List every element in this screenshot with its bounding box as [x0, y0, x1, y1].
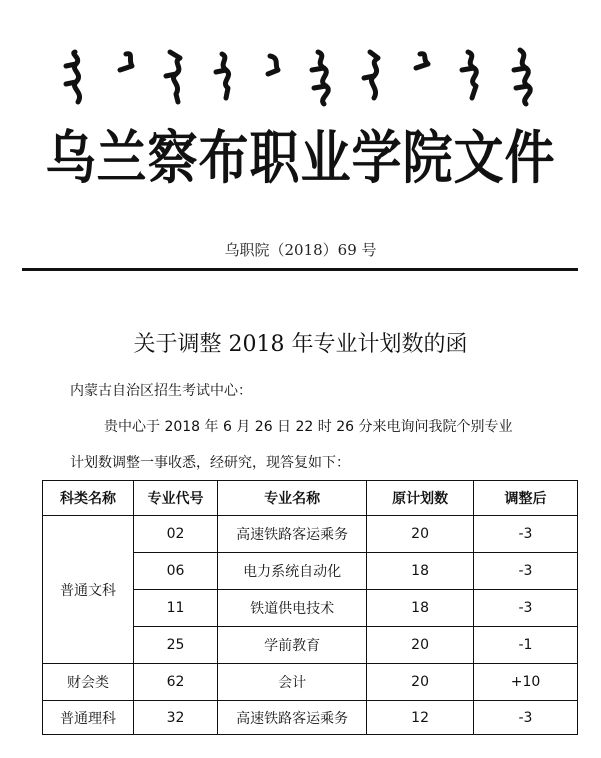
adjusted-cell: -3	[473, 553, 577, 590]
letter-title: 关于调整 2018 年专业计划数的函	[133, 332, 468, 357]
adjusted-cell: +10	[473, 664, 577, 701]
adjusted-cell: -3	[473, 590, 577, 627]
table-row	[43, 701, 578, 735]
letter-recipient: 内蒙古自治区招生考试中心：	[70, 383, 252, 399]
original-cell: 12	[367, 701, 474, 735]
name-cell: 电力系统自动化	[218, 553, 367, 590]
adjusted-cell: -3	[473, 516, 577, 553]
code-cell: 25	[133, 627, 217, 664]
header-original: 原计划数	[367, 481, 474, 516]
adjusted-cell: -1	[473, 627, 577, 664]
original-cell: 20	[367, 664, 474, 701]
code-cell: 06	[133, 553, 217, 590]
letter-body-line-1: 贵中心于 2018 年 6 月 26 日 22 时 26 分来电询问我院个别专业	[104, 419, 513, 435]
code-cell: 11	[133, 590, 217, 627]
letter-body-line-2: 计划数调整一事收悉，经研究，现答复如下：	[70, 455, 350, 471]
name-cell: 学前教育	[218, 627, 367, 664]
original-cell: 20	[367, 516, 474, 553]
plan-adjustment-table	[42, 480, 578, 735]
adjusted-cell: -3	[473, 701, 577, 735]
table-row	[43, 664, 578, 701]
original-cell: 20	[367, 627, 474, 664]
header-adjusted: 调整后	[473, 481, 577, 516]
code-cell: 32	[133, 701, 217, 735]
code-cell: 02	[133, 516, 217, 553]
name-cell: 高速铁路客运乘务	[218, 701, 367, 735]
original-cell: 18	[367, 553, 474, 590]
original-cell: 18	[367, 590, 474, 627]
name-cell: 会计	[218, 664, 367, 701]
header-code: 专业代号	[133, 481, 217, 516]
category-cell: 普通理科	[43, 701, 134, 735]
name-cell: 铁道供电技术	[218, 590, 367, 627]
table-header-row	[43, 481, 578, 516]
header-divider	[22, 268, 578, 271]
header-category: 科类名称	[43, 481, 134, 516]
category-cell: 财会类	[43, 664, 134, 701]
code-cell: 62	[133, 664, 217, 701]
name-cell: 高速铁路客运乘务	[218, 516, 367, 553]
document-title: 乌兰察布职业学院文件	[45, 123, 556, 192]
document-number: 乌职院（2018）69 号	[224, 241, 377, 259]
mongolian-script-header	[0, 40, 601, 110]
mongolian-script-graphic	[0, 40, 601, 110]
header-name: 专业名称	[218, 481, 367, 516]
table-row	[43, 516, 578, 553]
category-cell: 普通文科	[43, 516, 134, 664]
